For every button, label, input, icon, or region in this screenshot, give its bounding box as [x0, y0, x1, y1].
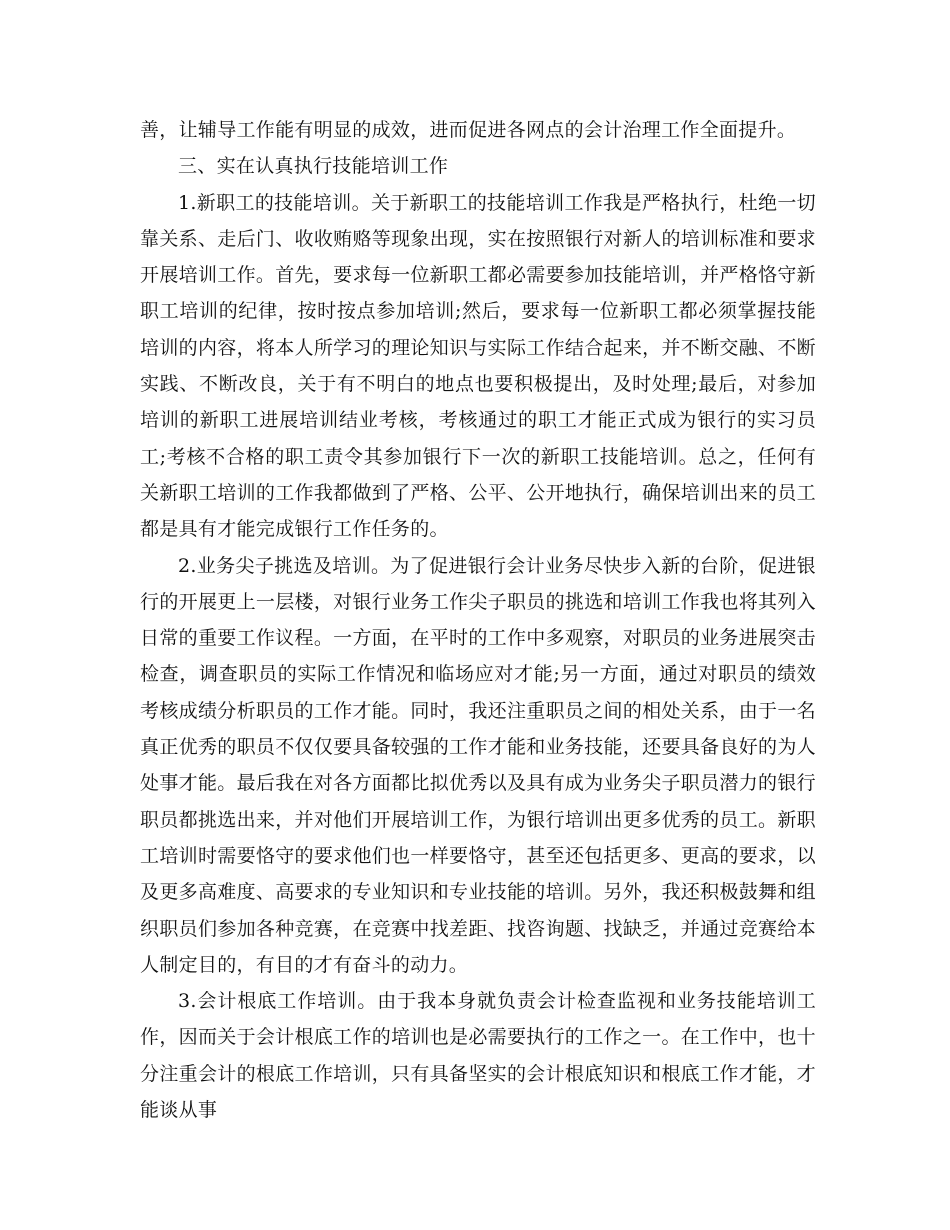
document-body [140, 112, 816, 1128]
paragraph-new-staff-training: 1.新职工的技能培训。关于新职工的技能培训工作我是严格执行，杜绝一切靠关系、走后门、收收贿赂等现象出现，实在按照银行对新人的培训标准和要求开展培训工作。首先，要求每一位新职工都必需要参加技能培训，并严格恪守新职工培训的纪律，按时按点参加培训;然后，要求每一位新职工都必须掌握技能培训的内容，将本人所学习的理论知识与实际工作结合起来，并不断交融、不断实践、不断改良，关于有不明白的地点也要积极提出，及时处理;最后，对参加培训的新职工进展培训结业考核，考核通过的职工才能正式成为银行的实习员工;考核不合格的职工责令其参加银行下一次的新职工技能培训。总之，任何有关新职工培训的工作我都做到了严格、公平、公开地执行，确保培训出来的员工都是具有才能完成银行工作任务的。 [140, 191, 816, 541]
section-heading: 三、实在认真执行技能培训工作 [178, 155, 449, 178]
paragraph-top-staff-selection: 2.业务尖子挑选及培训。为了促进银行会计业务尽快步入新的台阶，促进银行的开展更上一层楼，对银行业务工作尖子职员的挑选和培训工作我也将其列入日常的重要工作议程。一方面，在平时的工作中多观察，对职员的业务进展突击检查，调查职员的实际工作情况和临场应对才能;另一方面，通过对职员的绩效考核成绩分析职员的工作才能。同时，我还注重职员之间的相处关系，由于一名真正优秀的职员不仅仅要具备较强的工作才能和业务技能，还要具备良好的为人处事才能。最后我在对各方面都比拟优秀以及具有成为业务尖子职员潜力的银行职员都挑选出来，并对他们开展培训工作，为银行培训出更多优秀的员工。新职工培训时需要恪守的要求他们也一样要恪守，甚至还包括更多、更高的要求，以及更多高难度、高要求的专业知识和专业技能的培训。另外，我还积极鼓舞和组织职员们参加各种竞赛，在竞赛中找差距、找咨询题、找缺乏，并通过竞赛给本人制定目的，有目的才有奋斗的动力。 [140, 554, 816, 976]
paragraph-1: 善，让辅导工作能有明显的成效，进而促进各网点的会计治理工作全面提升。 [140, 119, 797, 141]
paragraph-accounting-basics: 3.会计根底工作培训。由于我本身就负责会计检查监视和业务技能培训工作，因而关于会计根底工作的培训也是必需要执行的工作之一。在工作中，也十分注重会计的根底工作培训，只有具备坚实的会计根底知识和根底工作才能，才能谈从事 [140, 990, 816, 1122]
